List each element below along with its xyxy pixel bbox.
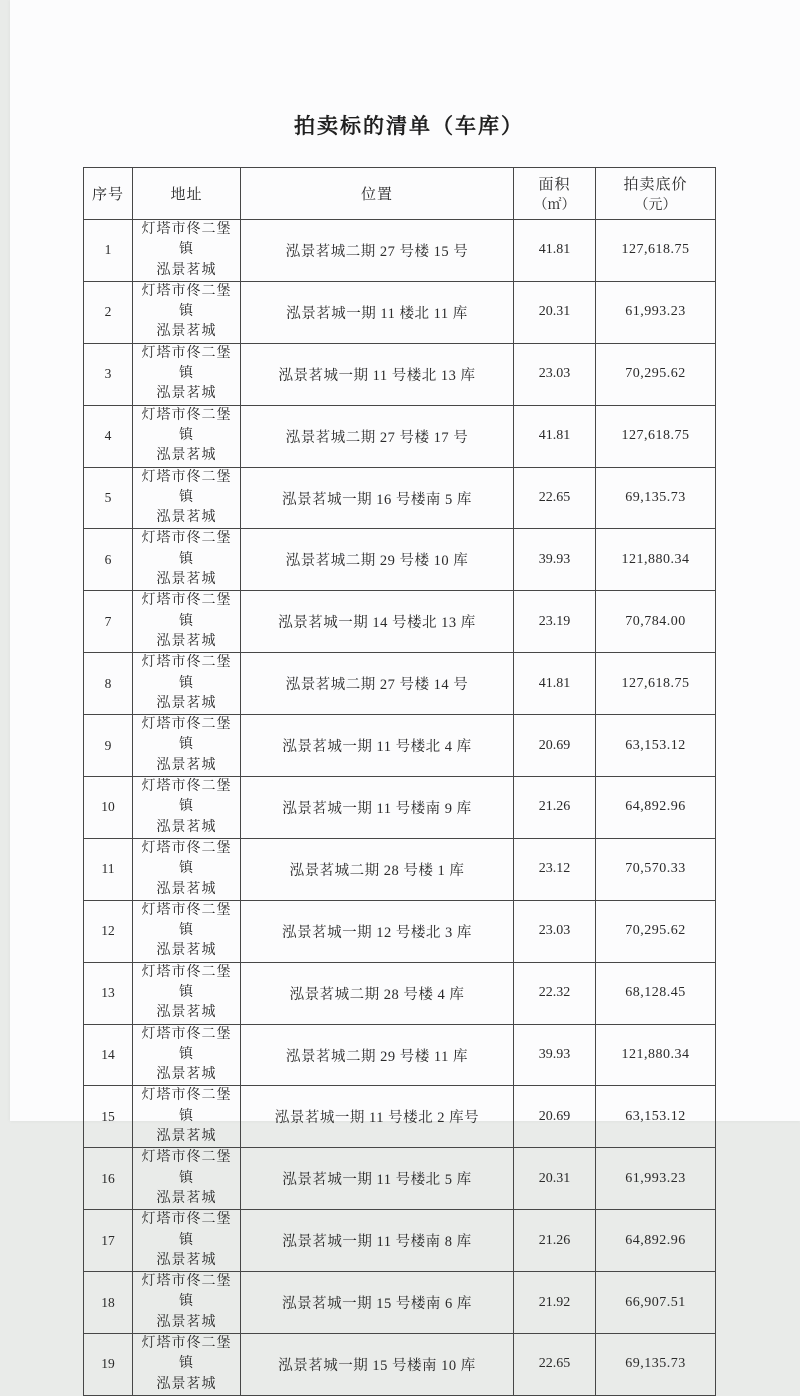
- cell-serial-number: 18: [84, 1272, 133, 1334]
- address-line-2: 泓景茗城: [135, 818, 238, 838]
- column-header-label: 位置: [243, 183, 511, 204]
- address-line-2: 泓景茗城: [135, 446, 238, 466]
- address-line-2: 泓景茗城: [135, 756, 238, 776]
- address-line-2: 泓景茗城: [135, 261, 238, 281]
- address-line-2: 泓景茗城: [135, 694, 238, 714]
- cell-serial-number: 17: [84, 1210, 133, 1272]
- cell-area: 20.31: [514, 281, 596, 343]
- cell-serial-number: 1: [84, 220, 133, 282]
- cell-serial-number: 9: [84, 715, 133, 777]
- address-line-1: 灯塔市佟二堡镇: [135, 344, 238, 385]
- page-title: 拍卖标的清单（车库）: [83, 110, 735, 140]
- column-header-price: [596, 168, 716, 220]
- column-header-location: [241, 168, 514, 220]
- cell-area: 21.26: [514, 1210, 596, 1272]
- cell-address: [133, 900, 241, 962]
- cell-price: 64,892.96: [596, 777, 716, 839]
- cell-price: 70,295.62: [596, 900, 716, 962]
- column-header-label: 序号: [86, 183, 130, 204]
- cell-address: [133, 962, 241, 1024]
- table-row: [84, 405, 716, 467]
- cell-location: 泓景茗城一期 11 楼北 11 库: [241, 281, 514, 343]
- address-line-2: 泓景茗城: [135, 322, 238, 342]
- table-row: [84, 467, 716, 529]
- cell-location: 泓景茗城二期 28 号楼 4 库: [241, 962, 514, 1024]
- column-header-area: [514, 168, 596, 220]
- cell-area: 23.19: [514, 591, 596, 653]
- table-row: [84, 220, 716, 282]
- address-line-1: 灯塔市佟二堡镇: [135, 901, 238, 942]
- column-header-label: 地址: [135, 183, 238, 204]
- cell-price: 127,618.75: [596, 405, 716, 467]
- cell-address: [133, 591, 241, 653]
- cell-price: 70,570.33: [596, 838, 716, 900]
- cell-price: 127,618.75: [596, 653, 716, 715]
- cell-location: 泓景茗城一期 11 号楼北 2 库号: [241, 1086, 514, 1148]
- cell-price: 70,295.62: [596, 343, 716, 405]
- cell-price: 121,880.34: [596, 1024, 716, 1086]
- cell-location: 泓景茗城一期 12 号楼北 3 库: [241, 900, 514, 962]
- header-row: [84, 168, 716, 220]
- address-line-1: 灯塔市佟二堡镇: [135, 1086, 238, 1127]
- cell-location: 泓景茗城二期 29 号楼 10 库: [241, 529, 514, 591]
- table-row: [84, 1210, 716, 1272]
- address-line-1: 灯塔市佟二堡镇: [135, 468, 238, 509]
- cell-location: 泓景茗城二期 29 号楼 11 库: [241, 1024, 514, 1086]
- column-header-unit: （元）: [598, 194, 713, 214]
- cell-area: 39.93: [514, 529, 596, 591]
- cell-price: 61,993.23: [596, 281, 716, 343]
- address-line-2: 泓景茗城: [135, 508, 238, 528]
- cell-area: 20.69: [514, 1086, 596, 1148]
- cell-address: [133, 1148, 241, 1210]
- cell-area: 20.69: [514, 715, 596, 777]
- cell-address: [133, 529, 241, 591]
- cell-serial-number: 2: [84, 281, 133, 343]
- address-line-1: 灯塔市佟二堡镇: [135, 1148, 238, 1189]
- cell-address: [133, 1210, 241, 1272]
- cell-price: 63,153.12: [596, 715, 716, 777]
- address-line-1: 灯塔市佟二堡镇: [135, 1272, 238, 1313]
- table-row: [84, 1272, 716, 1334]
- cell-price: 69,135.73: [596, 1334, 716, 1396]
- cell-serial-number: 5: [84, 467, 133, 529]
- cell-location: 泓景茗城二期 27 号楼 14 号: [241, 653, 514, 715]
- cell-price: 64,892.96: [596, 1210, 716, 1272]
- cell-address: [133, 467, 241, 529]
- cell-address: [133, 1024, 241, 1086]
- address-line-1: 灯塔市佟二堡镇: [135, 1025, 238, 1066]
- cell-area: 23.03: [514, 343, 596, 405]
- cell-price: 61,993.23: [596, 1148, 716, 1210]
- cell-serial-number: 16: [84, 1148, 133, 1210]
- column-header-unit: （㎡）: [516, 194, 593, 214]
- table-header: [84, 168, 716, 220]
- address-line-2: 泓景茗城: [135, 1375, 238, 1395]
- cell-area: 41.81: [514, 653, 596, 715]
- cell-location: 泓景茗城二期 27 号楼 17 号: [241, 405, 514, 467]
- address-line-2: 泓景茗城: [135, 1003, 238, 1023]
- cell-area: 41.81: [514, 405, 596, 467]
- table-row: [84, 1148, 716, 1210]
- cell-serial-number: 14: [84, 1024, 133, 1086]
- cell-address: [133, 1334, 241, 1396]
- address-line-1: 灯塔市佟二堡镇: [135, 1334, 238, 1375]
- address-line-2: 泓景茗城: [135, 1127, 238, 1147]
- table-row: [84, 343, 716, 405]
- table-row: [84, 281, 716, 343]
- cell-serial-number: 15: [84, 1086, 133, 1148]
- cell-area: 23.03: [514, 900, 596, 962]
- cell-address: [133, 715, 241, 777]
- cell-address: [133, 838, 241, 900]
- cell-location: 泓景茗城一期 11 号楼南 9 库: [241, 777, 514, 839]
- cell-address: [133, 343, 241, 405]
- table-row: [84, 1024, 716, 1086]
- cell-area: 21.26: [514, 777, 596, 839]
- cell-area: 39.93: [514, 1024, 596, 1086]
- cell-area: 20.31: [514, 1148, 596, 1210]
- address-line-2: 泓景茗城: [135, 880, 238, 900]
- column-header-no: [84, 168, 133, 220]
- cell-location: 泓景茗城二期 28 号楼 1 库: [241, 838, 514, 900]
- address-line-2: 泓景茗城: [135, 1313, 238, 1333]
- cell-serial-number: 11: [84, 838, 133, 900]
- cell-price: 121,880.34: [596, 529, 716, 591]
- table-row: [84, 1086, 716, 1148]
- cell-price: 66,907.51: [596, 1272, 716, 1334]
- cell-address: [133, 220, 241, 282]
- address-line-2: 泓景茗城: [135, 632, 238, 652]
- cell-serial-number: 8: [84, 653, 133, 715]
- address-line-1: 灯塔市佟二堡镇: [135, 591, 238, 632]
- auction-table: [83, 167, 716, 1396]
- cell-location: 泓景茗城一期 11 号楼北 13 库: [241, 343, 514, 405]
- address-line-1: 灯塔市佟二堡镇: [135, 406, 238, 447]
- table-row: [84, 838, 716, 900]
- table-row: [84, 1334, 716, 1396]
- cell-area: 22.65: [514, 1334, 596, 1396]
- cell-serial-number: 4: [84, 405, 133, 467]
- address-line-1: 灯塔市佟二堡镇: [135, 653, 238, 694]
- cell-serial-number: 12: [84, 900, 133, 962]
- cell-serial-number: 6: [84, 529, 133, 591]
- address-line-1: 灯塔市佟二堡镇: [135, 220, 238, 261]
- address-line-1: 灯塔市佟二堡镇: [135, 529, 238, 570]
- address-line-2: 泓景茗城: [135, 1065, 238, 1085]
- cell-address: [133, 653, 241, 715]
- address-line-1: 灯塔市佟二堡镇: [135, 839, 238, 880]
- cell-serial-number: 3: [84, 343, 133, 405]
- cell-address: [133, 1272, 241, 1334]
- cell-address: [133, 1086, 241, 1148]
- address-line-2: 泓景茗城: [135, 570, 238, 590]
- scanned-page: [10, 0, 800, 1121]
- cell-location: 泓景茗城一期 16 号楼南 5 库: [241, 467, 514, 529]
- cell-address: [133, 405, 241, 467]
- table-row: [84, 715, 716, 777]
- column-header-label: 面积: [516, 173, 593, 194]
- cell-serial-number: 10: [84, 777, 133, 839]
- address-line-1: 灯塔市佟二堡镇: [135, 777, 238, 818]
- cell-location: 泓景茗城一期 11 号楼北 4 库: [241, 715, 514, 777]
- table-row: [84, 529, 716, 591]
- table-row: [84, 591, 716, 653]
- cell-price: 127,618.75: [596, 220, 716, 282]
- table-body: [84, 220, 716, 1396]
- cell-price: 70,784.00: [596, 591, 716, 653]
- cell-address: [133, 281, 241, 343]
- cell-address: [133, 777, 241, 839]
- cell-serial-number: 19: [84, 1334, 133, 1396]
- cell-location: 泓景茗城一期 11 号楼北 5 库: [241, 1148, 514, 1210]
- cell-area: 22.32: [514, 962, 596, 1024]
- cell-location: 泓景茗城一期 15 号楼南 6 库: [241, 1272, 514, 1334]
- table-row: [84, 962, 716, 1024]
- address-line-1: 灯塔市佟二堡镇: [135, 282, 238, 323]
- cell-price: 68,128.45: [596, 962, 716, 1024]
- address-line-1: 灯塔市佟二堡镇: [135, 1210, 238, 1251]
- column-header-label: 拍卖底价: [598, 173, 713, 194]
- table-row: [84, 900, 716, 962]
- address-line-2: 泓景茗城: [135, 941, 238, 961]
- cell-price: 63,153.12: [596, 1086, 716, 1148]
- address-line-2: 泓景茗城: [135, 384, 238, 404]
- cell-location: 泓景茗城一期 14 号楼北 13 库: [241, 591, 514, 653]
- address-line-1: 灯塔市佟二堡镇: [135, 715, 238, 756]
- cell-area: 41.81: [514, 220, 596, 282]
- cell-serial-number: 13: [84, 962, 133, 1024]
- cell-location: 泓景茗城一期 15 号楼南 10 库: [241, 1334, 514, 1396]
- cell-area: 21.92: [514, 1272, 596, 1334]
- cell-price: 69,135.73: [596, 467, 716, 529]
- cell-area: 23.12: [514, 838, 596, 900]
- cell-location: 泓景茗城一期 11 号楼南 8 库: [241, 1210, 514, 1272]
- column-header-address: [133, 168, 241, 220]
- address-line-1: 灯塔市佟二堡镇: [135, 963, 238, 1004]
- address-line-2: 泓景茗城: [135, 1189, 238, 1209]
- cell-location: 泓景茗城二期 27 号楼 15 号: [241, 220, 514, 282]
- cell-area: 22.65: [514, 467, 596, 529]
- table-row: [84, 777, 716, 839]
- table-row: [84, 653, 716, 715]
- address-line-2: 泓景茗城: [135, 1251, 238, 1271]
- cell-serial-number: 7: [84, 591, 133, 653]
